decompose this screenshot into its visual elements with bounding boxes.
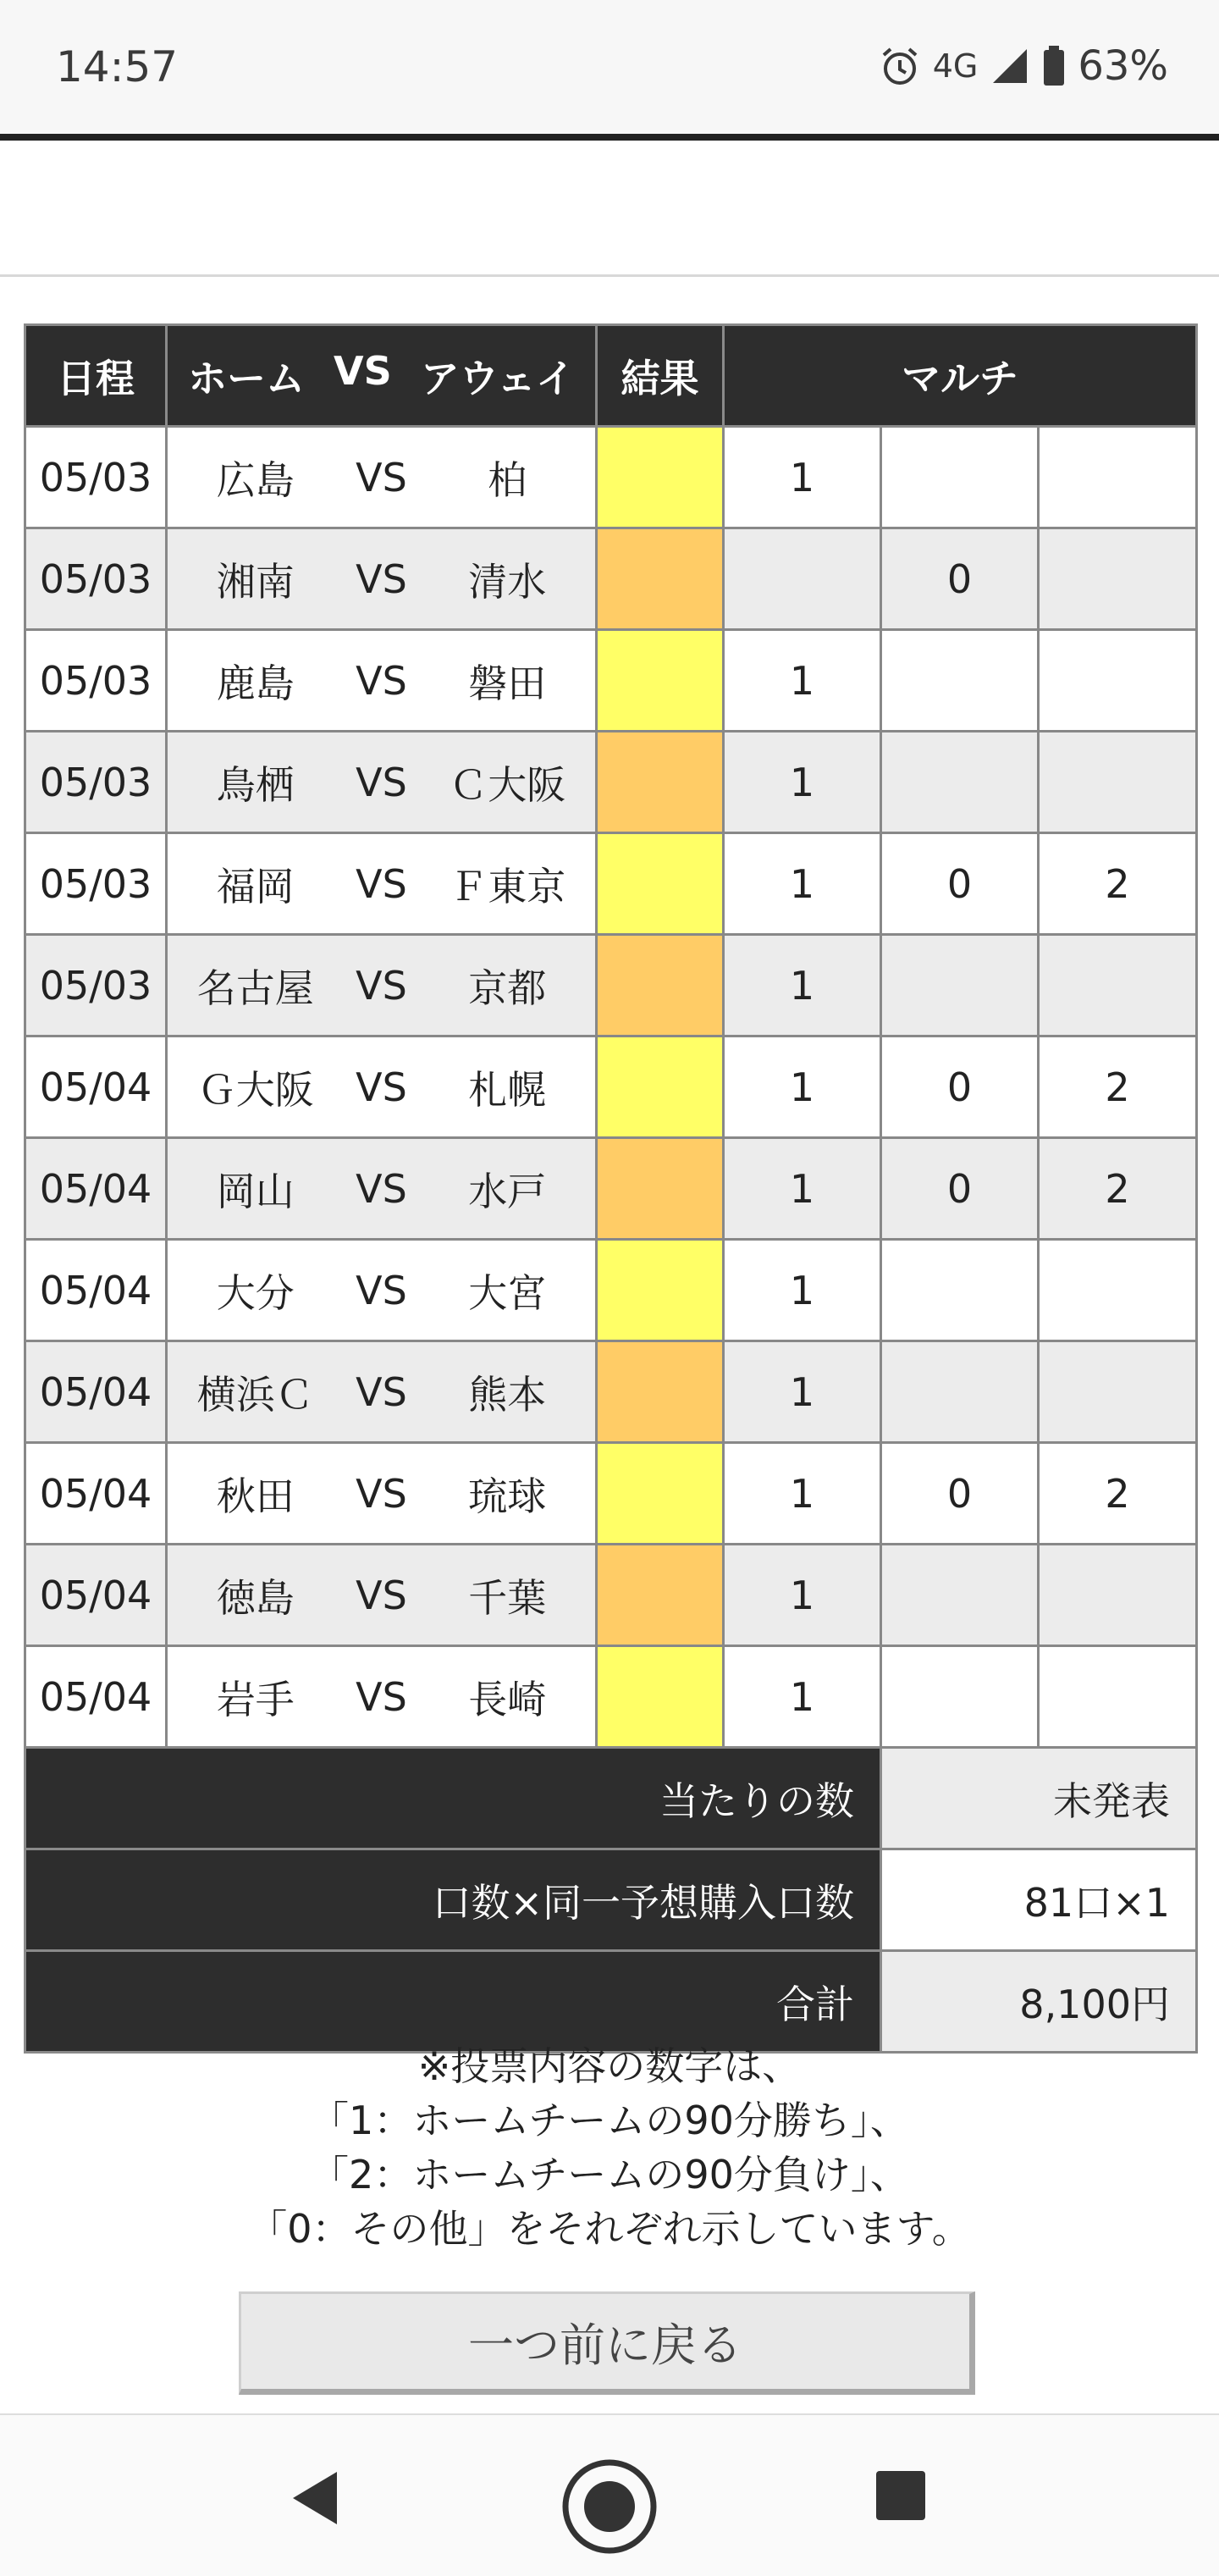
status-time: 14:57 bbox=[56, 42, 179, 91]
multi-pick-1: 1 bbox=[724, 1341, 881, 1443]
match-date: 05/04 bbox=[25, 1646, 167, 1748]
home-team: 福岡 bbox=[216, 863, 295, 909]
away-team: 長崎 bbox=[468, 1676, 547, 1722]
multi-pick-2 bbox=[1039, 1240, 1197, 1341]
units-value: 81口×1 bbox=[881, 1849, 1197, 1951]
multi-pick-0: 0 bbox=[881, 1138, 1039, 1240]
home-team: 秋田 bbox=[216, 1473, 295, 1519]
result-cell bbox=[597, 935, 724, 1036]
hits-label: 当たりの数 bbox=[25, 1748, 881, 1849]
network-type: 4G bbox=[932, 47, 979, 85]
match-teams bbox=[167, 732, 597, 833]
note-line: ※投票内容の数字は、 bbox=[417, 2043, 802, 2089]
header-vs: VS bbox=[334, 347, 392, 394]
multi-pick-0 bbox=[881, 1341, 1039, 1443]
result-cell bbox=[597, 528, 724, 630]
note-line: 「1：ホームチームの90分勝ち」、 bbox=[310, 2098, 909, 2143]
vs-label: VS bbox=[356, 1572, 407, 1618]
multi-pick-0 bbox=[881, 1240, 1039, 1341]
away-team: 柏 bbox=[488, 456, 527, 503]
multi-pick-2: 2 bbox=[1039, 1443, 1197, 1545]
away-team: 京都 bbox=[468, 965, 547, 1011]
away-team: Ｆ東京 bbox=[449, 863, 566, 909]
multi-pick-1: 1 bbox=[724, 1545, 881, 1646]
multi-pick-2: 2 bbox=[1039, 1138, 1197, 1240]
status-bar bbox=[0, 0, 1219, 135]
match-teams bbox=[167, 1341, 597, 1443]
vs-label: VS bbox=[356, 1673, 407, 1720]
match-teams bbox=[167, 1646, 597, 1748]
multi-pick-0: 0 bbox=[881, 1443, 1039, 1545]
match-teams bbox=[167, 1036, 597, 1138]
home-team: 岩手 bbox=[216, 1676, 295, 1722]
vs-label: VS bbox=[356, 454, 407, 500]
multi-pick-2 bbox=[1039, 732, 1197, 833]
header-date: 日程 bbox=[25, 325, 167, 427]
vs-label: VS bbox=[356, 1267, 407, 1313]
multi-pick-1: 1 bbox=[724, 630, 881, 732]
away-team: 水戸 bbox=[468, 1168, 547, 1214]
result-cell bbox=[597, 630, 724, 732]
result-cell bbox=[597, 1341, 724, 1443]
multi-pick-2: 2 bbox=[1039, 1036, 1197, 1138]
multi-pick-2 bbox=[1039, 427, 1197, 528]
multi-pick-2 bbox=[1039, 1545, 1197, 1646]
signal-icon bbox=[990, 46, 1030, 86]
status-icons bbox=[879, 42, 1168, 90]
result-cell bbox=[597, 1240, 724, 1341]
vs-label: VS bbox=[356, 1368, 407, 1415]
alarm-icon bbox=[879, 45, 921, 87]
match-date: 05/03 bbox=[25, 833, 167, 935]
home-team: 岡山 bbox=[216, 1168, 295, 1214]
toto-ticket-table bbox=[24, 323, 1198, 2054]
vote-notes bbox=[0, 2039, 1219, 2256]
multi-pick-1: 1 bbox=[724, 1036, 881, 1138]
multi-pick-2 bbox=[1039, 630, 1197, 732]
header-home: ホーム bbox=[188, 355, 306, 401]
multi-pick-0 bbox=[881, 630, 1039, 732]
multi-pick-0 bbox=[881, 1545, 1039, 1646]
home-team: Ｇ大阪 bbox=[196, 1066, 314, 1113]
away-team: 磐田 bbox=[468, 660, 547, 706]
home-team: 大分 bbox=[216, 1269, 295, 1316]
result-cell bbox=[597, 1443, 724, 1545]
away-team: 札幌 bbox=[468, 1066, 547, 1113]
multi-pick-0 bbox=[881, 427, 1039, 528]
nav-recent-icon[interactable] bbox=[874, 2469, 927, 2525]
match-teams bbox=[167, 630, 597, 732]
match-row bbox=[25, 1545, 1197, 1646]
header-result: 結果 bbox=[597, 325, 724, 427]
multi-pick-1: 1 bbox=[724, 1646, 881, 1748]
match-row bbox=[25, 1646, 1197, 1748]
match-date: 05/04 bbox=[25, 1036, 167, 1138]
result-cell bbox=[597, 732, 724, 833]
match-date: 05/04 bbox=[25, 1443, 167, 1545]
vs-label: VS bbox=[356, 860, 407, 907]
battery-icon bbox=[1042, 45, 1066, 87]
result-cell bbox=[597, 833, 724, 935]
away-team: 千葉 bbox=[468, 1574, 547, 1621]
multi-pick-0 bbox=[881, 1646, 1039, 1748]
multi-pick-2: 2 bbox=[1039, 833, 1197, 935]
match-teams bbox=[167, 1443, 597, 1545]
multi-pick-2 bbox=[1039, 1646, 1197, 1748]
vs-label: VS bbox=[356, 556, 407, 602]
home-team: 鹿島 bbox=[216, 660, 295, 706]
vs-label: VS bbox=[356, 1165, 407, 1212]
home-team: 鳥栖 bbox=[216, 761, 295, 808]
nav-back-icon[interactable] bbox=[288, 2468, 342, 2531]
multi-pick-1: 1 bbox=[724, 935, 881, 1036]
match-row bbox=[25, 1036, 1197, 1138]
header-divider bbox=[0, 134, 1219, 141]
result-cell bbox=[597, 1036, 724, 1138]
multi-pick-0: 0 bbox=[881, 833, 1039, 935]
match-row bbox=[25, 935, 1197, 1036]
result-cell bbox=[597, 1646, 724, 1748]
multi-pick-1: 1 bbox=[724, 1138, 881, 1240]
match-row bbox=[25, 1138, 1197, 1240]
vs-label: VS bbox=[356, 657, 407, 704]
multi-pick-0 bbox=[881, 732, 1039, 833]
multi-pick-1: 1 bbox=[724, 1443, 881, 1545]
result-cell bbox=[597, 427, 724, 528]
units-label: 口数×同一予想購入口数 bbox=[25, 1849, 881, 1951]
header-match bbox=[167, 325, 597, 427]
home-team: 湘南 bbox=[216, 558, 295, 605]
match-date: 05/03 bbox=[25, 630, 167, 732]
match-row bbox=[25, 528, 1197, 630]
away-team: 熊本 bbox=[468, 1371, 547, 1418]
nav-home-icon[interactable] bbox=[560, 2457, 659, 2559]
android-nav-bar bbox=[0, 2413, 1219, 2576]
match-teams bbox=[167, 1240, 597, 1341]
multi-pick-1: 1 bbox=[724, 427, 881, 528]
match-date: 05/04 bbox=[25, 1138, 167, 1240]
summary-total-row bbox=[25, 1951, 1197, 2053]
multi-pick-2 bbox=[1039, 528, 1197, 630]
match-teams bbox=[167, 833, 597, 935]
match-row bbox=[25, 833, 1197, 935]
match-teams bbox=[167, 1545, 597, 1646]
match-row bbox=[25, 1341, 1197, 1443]
match-teams bbox=[167, 427, 597, 528]
vs-label: VS bbox=[356, 1470, 407, 1517]
multi-pick-1: 1 bbox=[724, 732, 881, 833]
match-date: 05/04 bbox=[25, 1545, 167, 1646]
summary-units-row bbox=[25, 1849, 1197, 1951]
match-date: 05/04 bbox=[25, 1240, 167, 1341]
home-team: 広島 bbox=[216, 456, 295, 503]
multi-pick-1: 1 bbox=[724, 1240, 881, 1341]
match-row bbox=[25, 1240, 1197, 1341]
match-teams bbox=[167, 528, 597, 630]
note-line: 「2：ホームチームの90分負け」、 bbox=[310, 2152, 909, 2197]
match-row bbox=[25, 427, 1197, 528]
away-team: Ｃ大阪 bbox=[449, 761, 566, 808]
vs-label: VS bbox=[356, 1064, 407, 1110]
result-cell bbox=[597, 1138, 724, 1240]
note-line: 「0：その他」をそれぞれ示しています。 bbox=[248, 2206, 971, 2252]
match-date: 05/03 bbox=[25, 528, 167, 630]
vs-label: VS bbox=[356, 962, 407, 1009]
multi-pick-2 bbox=[1039, 935, 1197, 1036]
back-button[interactable]: 一つ前に戻る bbox=[239, 2291, 975, 2395]
battery-level: 63% bbox=[1078, 42, 1168, 90]
vs-label: VS bbox=[356, 759, 407, 805]
away-team: 大宮 bbox=[468, 1269, 547, 1316]
match-row bbox=[25, 630, 1197, 732]
match-date: 05/03 bbox=[25, 732, 167, 833]
header-away: アウェイ bbox=[420, 355, 575, 401]
table-header-row bbox=[25, 325, 1197, 427]
match-date: 05/03 bbox=[25, 935, 167, 1036]
home-team: 横浜Ｃ bbox=[196, 1371, 314, 1418]
away-team: 琉球 bbox=[468, 1473, 547, 1519]
multi-pick-0: 0 bbox=[881, 528, 1039, 630]
multi-pick-0 bbox=[881, 935, 1039, 1036]
page-header-area bbox=[0, 141, 1219, 277]
multi-pick-1: 1 bbox=[724, 833, 881, 935]
match-row bbox=[25, 1443, 1197, 1545]
match-teams bbox=[167, 935, 597, 1036]
home-team: 名古屋 bbox=[196, 965, 314, 1011]
away-team: 清水 bbox=[468, 558, 547, 605]
result-cell bbox=[597, 1545, 724, 1646]
multi-pick-1 bbox=[724, 528, 881, 630]
match-row bbox=[25, 732, 1197, 833]
home-team: 徳島 bbox=[216, 1574, 295, 1621]
total-value: 8,100円 bbox=[881, 1951, 1197, 2053]
match-date: 05/04 bbox=[25, 1341, 167, 1443]
total-label: 合計 bbox=[25, 1951, 881, 2053]
multi-pick-0: 0 bbox=[881, 1036, 1039, 1138]
multi-pick-2 bbox=[1039, 1341, 1197, 1443]
hits-value: 未発表 bbox=[881, 1748, 1197, 1849]
summary-hits-row bbox=[25, 1748, 1197, 1849]
header-multi: マルチ bbox=[724, 325, 1197, 427]
match-teams bbox=[167, 1138, 597, 1240]
match-date: 05/03 bbox=[25, 427, 167, 528]
